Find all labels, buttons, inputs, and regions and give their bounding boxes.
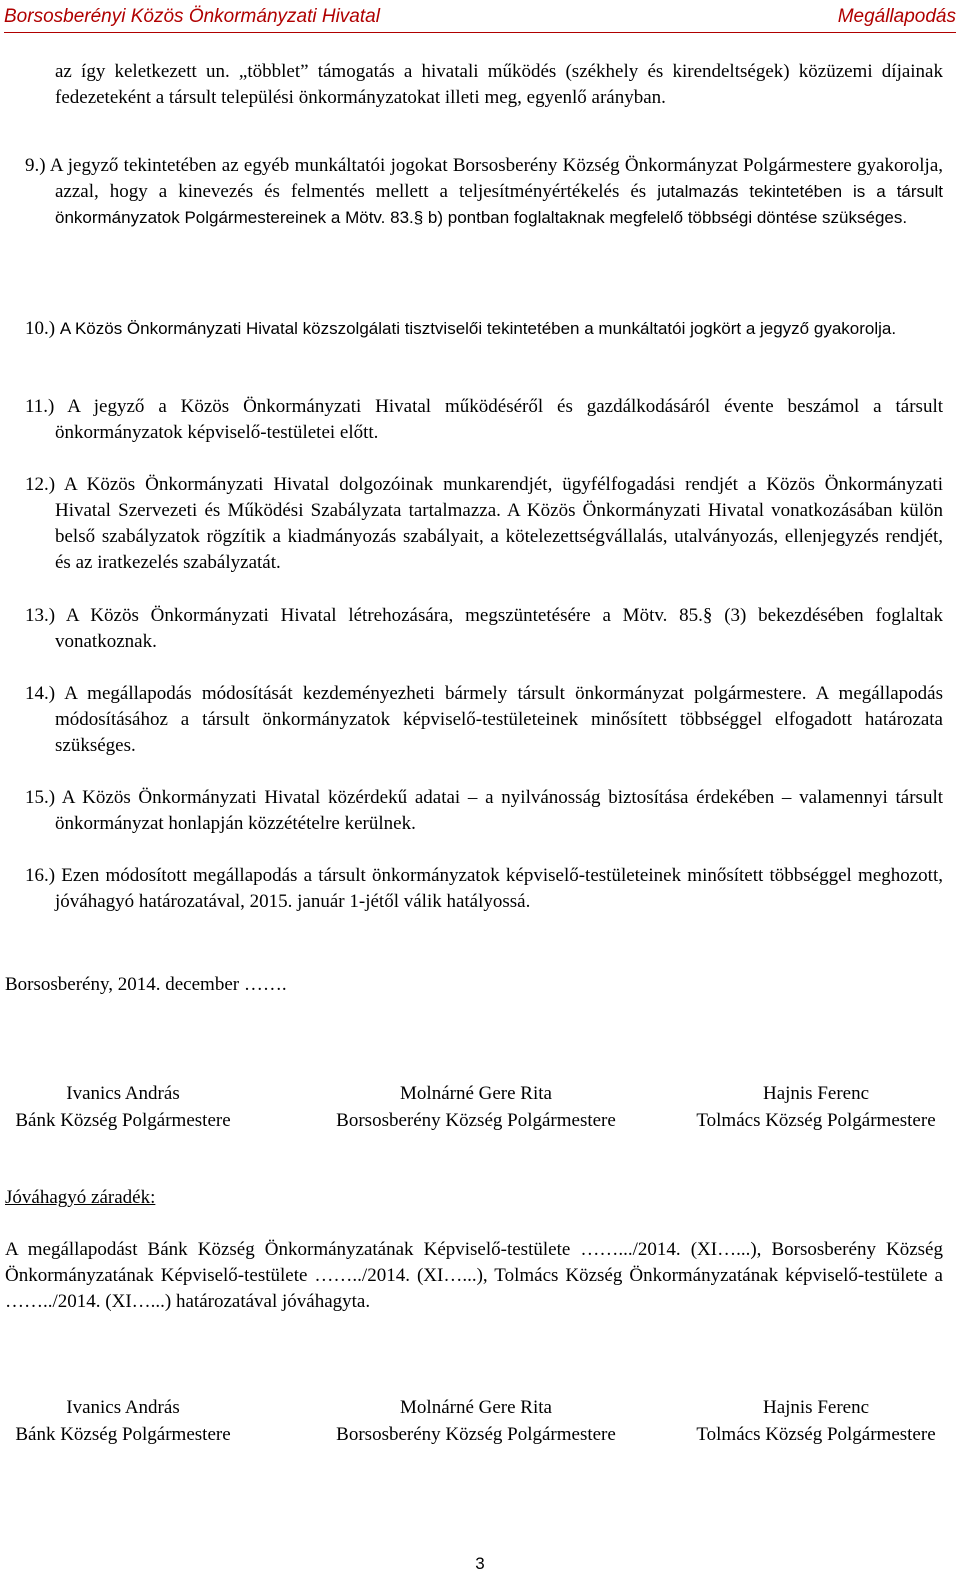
paragraph-text: A Közös Önkormányzati Hivatal közszolgálati tisztviselői tekintetében a munkáltatói jogkört a jegyző gyakorolja. — [59, 319, 897, 338]
signatory-name: Hajnis Ferenc — [762, 1083, 870, 1104]
signatory-role: Tolmács Község Polgármestere — [696, 1424, 936, 1445]
header-document-type: Megállapodás — [837, 6, 956, 27]
signature-block — [310, 1394, 642, 1448]
signatory-name: Molnárné Gere Rita — [400, 1397, 552, 1418]
paragraph-text: A Közös Önkormányzati Hivatal közérdekű adatai – a nyilvánosság biztosítása érdekében – valamennyi társult önkormányzat honlapján közzétételre kerülnek. — [55, 787, 943, 834]
approval-heading-text: Jóváhagyó záradék: — [5, 1187, 156, 1208]
paragraph-text: A jegyző a Közös Önkormányzati Hivatal működéséről és gazdálkodásáról évente beszámol a társult önkormányzatok képviselő-testületei előtt. — [55, 396, 943, 443]
paragraph-16 — [25, 863, 943, 915]
signatory-role: Bánk Község Polgármestere — [15, 1110, 231, 1131]
approval-heading — [5, 1185, 605, 1211]
paragraph-14 — [25, 681, 944, 759]
paragraph-9 — [25, 153, 944, 231]
paragraph-text: Ezen módosított megállapodás a társult önkormányzatok képviselő-testületeinek minősített többséggel meghozott, jóváhagyó határozatával, 2015. január 1-jétől válik hatályossá. — [55, 865, 943, 912]
paragraph-number: 16.) — [25, 865, 56, 886]
approval-clause — [5, 1237, 943, 1315]
paragraph-number: 15.) — [25, 787, 56, 808]
paragraph-number: 10.) — [25, 318, 56, 339]
paragraph-13 — [25, 603, 943, 655]
header-organization: Borsosberényi Közös Önkormányzati Hivatal — [4, 6, 380, 27]
place-date: Borsosberény, 2014. december ……. — [5, 974, 287, 995]
signatory-name: Ivanics András — [66, 1083, 180, 1104]
paragraph-number: 14.) — [25, 683, 56, 704]
paragraph-8-continuation — [55, 59, 943, 111]
signatory-role: Borsosberény Község Polgármestere — [336, 1424, 616, 1445]
signature-block — [676, 1080, 956, 1134]
signatory-role: Borsosberény Község Polgármestere — [336, 1110, 616, 1131]
signatory-role: Tolmács Község Polgármestere — [696, 1110, 936, 1131]
paragraph-text-sans: jutalmazás tekintetében is a társult önkormányzatok Polgármestereinek a Mötv. 83.§ b) pontban foglaltaknak megfelelő többségi döntése szükséges. — [55, 182, 943, 227]
paragraph-number: 9.) — [25, 155, 46, 176]
signatory-name: Ivanics András — [66, 1397, 180, 1418]
paragraph-number: 12.) — [25, 474, 56, 495]
paragraph-text: A Közös Önkormányzati Hivatal dolgozóinak munkarendjét, ügyfélfogadási rendjét a Közös Önkormányzati Hivatal Szervezeti és Működési Szabályzata tartalmazza. A Közös Önkormányzati Hivatal vonatkozásában külön belső szabályzatok rögzítik a kiadmányozás szabályait, a kötelezettségvállalás, utalványozás, ellenjegyzés rendjét, és az iratkezelés szabályzatát. — [55, 474, 943, 573]
paragraph-11 — [25, 394, 943, 446]
signature-block — [0, 1394, 246, 1448]
paragraph-10 — [25, 316, 943, 342]
paragraph-text: A Közös Önkormányzati Hivatal létrehozására, megszüntetésére a Mötv. 85.§ (3) bekezdésében foglaltak vonatkoznak. — [55, 605, 943, 652]
paragraph-text: az így keletkezett un. „többlet” támogatás a hivatali működés (székhely és kirendeltségek) közüzemi díjainak fedezeteként a társult települési önkormányzatokat illeti meg, egyenlő arányban. — [55, 61, 943, 108]
signatory-name: Hajnis Ferenc — [762, 1397, 870, 1418]
signatory-name: Molnárné Gere Rita — [400, 1083, 552, 1104]
signature-block — [310, 1080, 642, 1134]
signatory-role: Bánk Község Polgármestere — [15, 1424, 231, 1445]
signature-row-2 — [0, 1394, 960, 1448]
signature-block — [676, 1394, 956, 1448]
paragraph-12 — [25, 472, 943, 576]
paragraph-number: 13.) — [25, 605, 56, 626]
page-header — [0, 0, 960, 34]
header-rule — [4, 32, 956, 33]
paragraph-15 — [25, 785, 943, 837]
page-number: 3 — [475, 1554, 485, 1573]
signature-block — [0, 1080, 246, 1134]
approval-text: A megállapodást Bánk Község Önkormányzatának Képviselő-testülete …….../2014. (XI…...), Borsosberény Község Önkormányzatának Képviselő-testülete ……../2014. (XI…...), Tolmács Község Önkormányzatának képviselő-testülete a ……../2014. (XI…...) határozatával jóváhagyta. — [5, 1239, 943, 1312]
signature-row-1 — [0, 1080, 960, 1134]
paragraph-text-serif: A jegyző tekintetében az egyéb munkáltatói jogokat Borsosberény Község Önkormányzat Polgármestere gyakorolja, azzal, hogy a kinevezés és felmentés mellett a teljesítményértékelés és — [49, 155, 944, 202]
paragraph-text: A megállapodás módosítását kezdeményezheti bármely társult önkormányzat polgármestere. A megállapodás módosításához a társult önkormányzatok képviselő-testületeinek minősített többséggel elfogadott határozata szükséges. — [55, 683, 944, 756]
paragraph-number: 11.) — [25, 396, 55, 417]
paragraph-text — [25, 153, 944, 231]
